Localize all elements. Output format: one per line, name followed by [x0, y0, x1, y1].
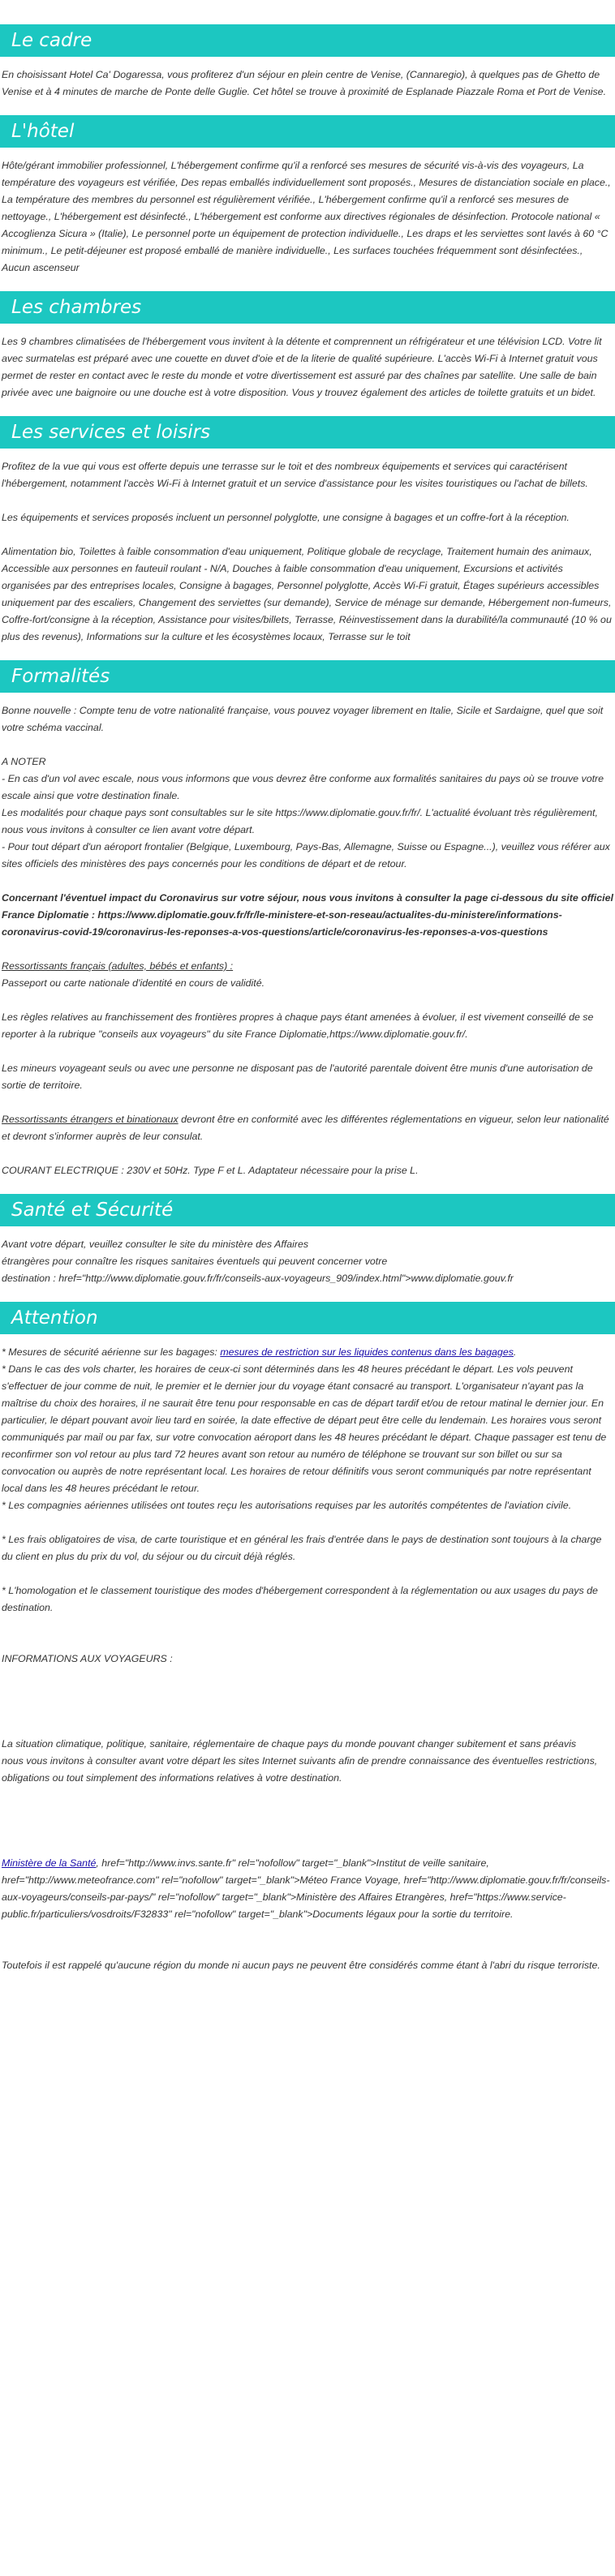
- charter-flights: * Dans le cas des vols charter, les horaires de ceux-ci sont déterminés dans les 48 heures précédant le départ. Les vols peuvent s'effectuer de jour comme de nuit, le premier et le dernier jour du voyage étant consacré au transport. L'organisateur n'ayant pas la maîtrise du choix des horaires, il ne saurait être tenu pour responsable en cas de départ tardif et/ou de retour matinal le dernier jour. En particulier, le départ pouvant avoir lieu tard en soirée, la date effective de départ peut être celle du lendemain. Les horaires vous seront communiqués par mail ou par fax, sur votre convocation aéroport dans les 48 heures précédant le départ. Chaque passager est tenu de reconfirmer son vol retour au plus tard 72 heures avant son retour au numéro de téléphone se trouvant sur son billet ou sur sa convocation ou auprès de notre représentant local. Les horaires de retour définitifs vous seront communiqués par notre représentant local dans les 48 heures précédant le retour.: [2, 1363, 607, 1494]
- french-nationals-title: Ressortissants français (adultes, bébés et enfants) :: [2, 960, 234, 972]
- border-rules: Les règles relatives au franchissement des frontières propres à chaque pays étant amenées à évoluer, il est vivement conseillé de se reporter à la rubrique "conseils aux voyageurs" du site France Diplomatie,https://www.diplomatie.gouv.fr/.: [2, 1011, 594, 1040]
- chambres-text: Les 9 chambres climatisées de l'hébergement vous invitent à la détente et comprennent un réfrigérateur et une télévision LCD. Votre lit avec surmatelas est préparé avec une couette en duvet d'oie et de la literie de qualité supérieure. L'accès Wi-Fi à Internet gratuit vous permet de rester en contact avec le reste du monde et votre divertissement est assuré par des chaînes par satellite. Une salle de bain privée avec une baignoire ou une douche est à votre disposition. Vous y trouvez également des articles de toilette gratuits et un bidet.: [2, 336, 602, 398]
- situation-line-2: nous vous invitons à consulter avant votre départ les sites Internet suivants afin de prendre connaissance des éventuelles restrictions, obligations ou tout simplement des informations relatives à votre destination.: [2, 1755, 598, 1784]
- section-cadre: [0, 24, 615, 101]
- note-stopover: - En cas d'un vol avec escale, nous vous informons que vous devrez être conforme aux formalités sanitaires du pays où se trouve votre escale ainsi que votre destination finale.: [2, 773, 604, 801]
- section-chambres: [0, 291, 615, 401]
- situation-line-1: La situation climatique, politique, sanitaire, réglementaire de chaque pays du monde pouvant changer subitement et sans préavis: [2, 1738, 577, 1750]
- homologation: * L'homologation et le classement touristique des modes d'hébergement correspondent à la réglementation ou aux usages du pays de destination.: [2, 1585, 598, 1613]
- baggage-security: [0, 1344, 615, 1361]
- airline-authorizations: * Les compagnies aériennes utilisées ont toutes reçu les autorisations requises par les autorités compétentes de l'aviation civile.: [2, 1500, 572, 1511]
- visa-fees: * Les frais obligatoires de visa, de carte touristique et en général les frais d'entrée dans le pays de destination sont toujours à la charge du client en plus du prix du vol, du séjour ou du circuit déjà réglés.: [2, 1534, 602, 1562]
- note-title: A NOTER: [2, 756, 46, 767]
- liquids-restriction-link[interactable]: mesures de restriction sur les liquides contenus dans les bagages: [220, 1346, 514, 1358]
- section-hotel: [0, 115, 615, 277]
- foreign-nationals-text: devront être en conformité avec les différentes réglementations en vigueur, selon leur nationalité et devront s'informer auprès de leur consulat.: [2, 1114, 609, 1142]
- section-title-formalites: Formalités: [0, 660, 615, 693]
- terrorism-notice: Toutefois il est rappelé qu'aucune région du monde ni aucun pays ne peuvent être considérés comme étant à l'abri du risque terroriste.: [2, 1960, 600, 1971]
- foreign-nationals-title: Ressortissants étrangers et binationaux: [2, 1114, 178, 1125]
- section-services: [0, 416, 615, 646]
- french-nationals-text: Passeport ou carte nationale d'identité en cours de validité.: [2, 977, 265, 989]
- section-formalites: [0, 660, 615, 1179]
- baggage-prefix: * Mesures de sécurité aérienne sur les bagages:: [2, 1346, 221, 1358]
- section-title-sante: Santé et Sécurité: [0, 1194, 615, 1226]
- cadre-text: En choisissant Hotel Ca' Dogaressa, vous profiterez d'un séjour en plein centre de Venise, (Cannaregio), à quelques pas de Ghetto de Venise et à 4 minutes de marche de Ponte delle Guglie. Cet hôtel se trouve à proximité de Esplanade Piazzale Roma et Port de Venise.: [2, 69, 607, 97]
- services-list: Alimentation bio, Toilettes à faible consommation d'eau uniquement, Politique globale de recyclage, Traitement humain des animaux, Accessible aux personnes en fauteuil roulant - N/A, Douches à faible consommation d'eau uniquement, Excursions et activités organisées par des entreprises locales, Consigne à bagages, Personnel polyglotte, Accès Wi-Fi gratuit, Étages supérieurs accessibles uniquement par des escaliers, Changement des serviettes (sur demande), Service de ménage sur demande, Hébergement non-fumeurs, Coffre-fort/consigne à la réception, Assistance pour visites/billets, Terrasse, Réinvestissement dans la durabilité/la communauté (10 % ou plus des revenus), Informations sur la culture et les écosystèmes locaux, Terrasse sur le toit: [2, 546, 612, 642]
- foreign-nationals: [0, 1111, 615, 1145]
- covid-notice: Concernant l'éventuel impact du Coronavirus sur votre séjour, nous vous invitons à consulter la page ci-dessous du site officiel France Diplomatie : https://www.diplomatie.gouv.fr/fr/le-ministere-et-son-reseau/actualites-du-ministere/informations-coronavirus-covid-19/coronavirus-les-reponses-a-vos-questions/article/coronavirus-les-reponses-a-vos-questions: [2, 892, 613, 938]
- services-equipment: Les équipements et services proposés incluent un personnel polyglotte, une consigne à bagages et un coffre-fort à la réception.: [2, 512, 570, 523]
- sante-line-1: Avant votre départ, veuillez consulter le site du ministère des Affaires: [2, 1239, 309, 1250]
- section-title-attention: Attention: [0, 1302, 615, 1334]
- ministry-health-link[interactable]: Ministère de la Santé: [2, 1857, 97, 1869]
- section-title-services: Les services et loisirs: [0, 416, 615, 449]
- hotel-text: Hôte/gérant immobilier professionnel, L'hébergement confirme qu'il a renforcé ses mesures de sécurité vis-à-vis des voyageurs, La température des voyageurs est vérifiée, Des repas emballés individuellement sont proposés., Mesures de distanciation sociale en place., La température des membres du personnel est régulièrement vérifiée., L'hébergement confirme qu'il a renforcé ses mesures de nettoyage., L'hébergement est désinfecté., L'hébergement est conforme aux directives régionales de désinfection. Protocole national « Accoglienza Sicura » (Italie), Le personnel porte un équipement de protection individuelle., Les draps et les serviettes sont lavés à 60 °C minimum., Le petit-déjeuner est proposé emballé de manière individuelle., Les surfaces touchées fréquemment sont désinfectées., Aucun ascenseur: [2, 160, 611, 273]
- section-title-chambres: Les chambres: [0, 291, 615, 324]
- electric-current: COURANT ELECTRIQUE : 230V et 50Hz. Type F et L. Adaptateur nécessaire pour la prise L.: [2, 1165, 419, 1176]
- travellers-info-title: INFORMATIONS AUX VOYAGEURS :: [2, 1653, 173, 1664]
- minors-notice: Les mineurs voyageant seuls ou avec une personne ne disposant pas de l'autorité parentale doivent être munis d'une autorisation de sortie de territoire.: [2, 1063, 593, 1091]
- useful-sites-text: , href="http://www.invs.sante.fr" rel="nofollow" target="_blank">Institut de veille sanitaire, href="http://www.meteofrance.com" rel="nofollow" target="_blank">Méteo France Voyage, href="http://www.diplomatie.gouv.fr/fr/conseils-aux-voyageurs/conseils-par-pays/" rel="nofollow" target="_blank">Ministère des Affaires Etrangères, href="https://www.service-public.fr/particuliers/vosdroits/F32833" rel="nofollow" target="_blank">Documents légaux pour la sortie du territoire.: [2, 1857, 610, 1920]
- section-title-cadre: Le cadre: [0, 24, 615, 57]
- section-sante: [0, 1194, 615, 1287]
- note-modalities: Les modalités pour chaque pays sont consultables sur le site https://www.diplomatie.gouv.fr/fr/. L'actualité évoluant très régulièrement, nous vous invitons à consulter ce lien avant votre départ.: [2, 807, 598, 835]
- sante-line-2: étrangères pour connaître les risques sanitaires éventuels qui peuvent concerner votre: [2, 1256, 388, 1267]
- sante-line-3: destination : href="http://www.diplomatie.gouv.fr/fr/conseils-aux-voyageurs_909/index.html">www.diplomatie.gouv.fr: [2, 1273, 514, 1284]
- section-attention: [0, 1302, 615, 1974]
- services-intro: Profitez de la vue qui vous est offerte depuis une terrasse sur le toit et des nombreux équipements et services qui caractérisent l'hébergement, notamment l'accès Wi-Fi à Internet gratuit et un service d'assistance pour les visites touristiques ou l'achat de billets.: [2, 461, 588, 489]
- baggage-suffix: .: [513, 1346, 517, 1358]
- note-border-airport: - Pour tout départ d'un aéroport frontalier (Belgique, Luxembourg, Pays-Bas, Allemagne, Suisse ou Espagne...), veuillez vous référer aux sites officiels des ministères des pays concernés pour les conditions de départ et de retour.: [2, 841, 610, 869]
- formalites-good-news: Bonne nouvelle : Compte tenu de votre nationalité française, vous pouvez voyager librement en Italie, Sicile et Sardaigne, quel que soit votre schéma vaccinal.: [2, 705, 604, 733]
- useful-sites: [0, 1855, 615, 1923]
- section-title-hotel: L'hôtel: [0, 115, 615, 148]
